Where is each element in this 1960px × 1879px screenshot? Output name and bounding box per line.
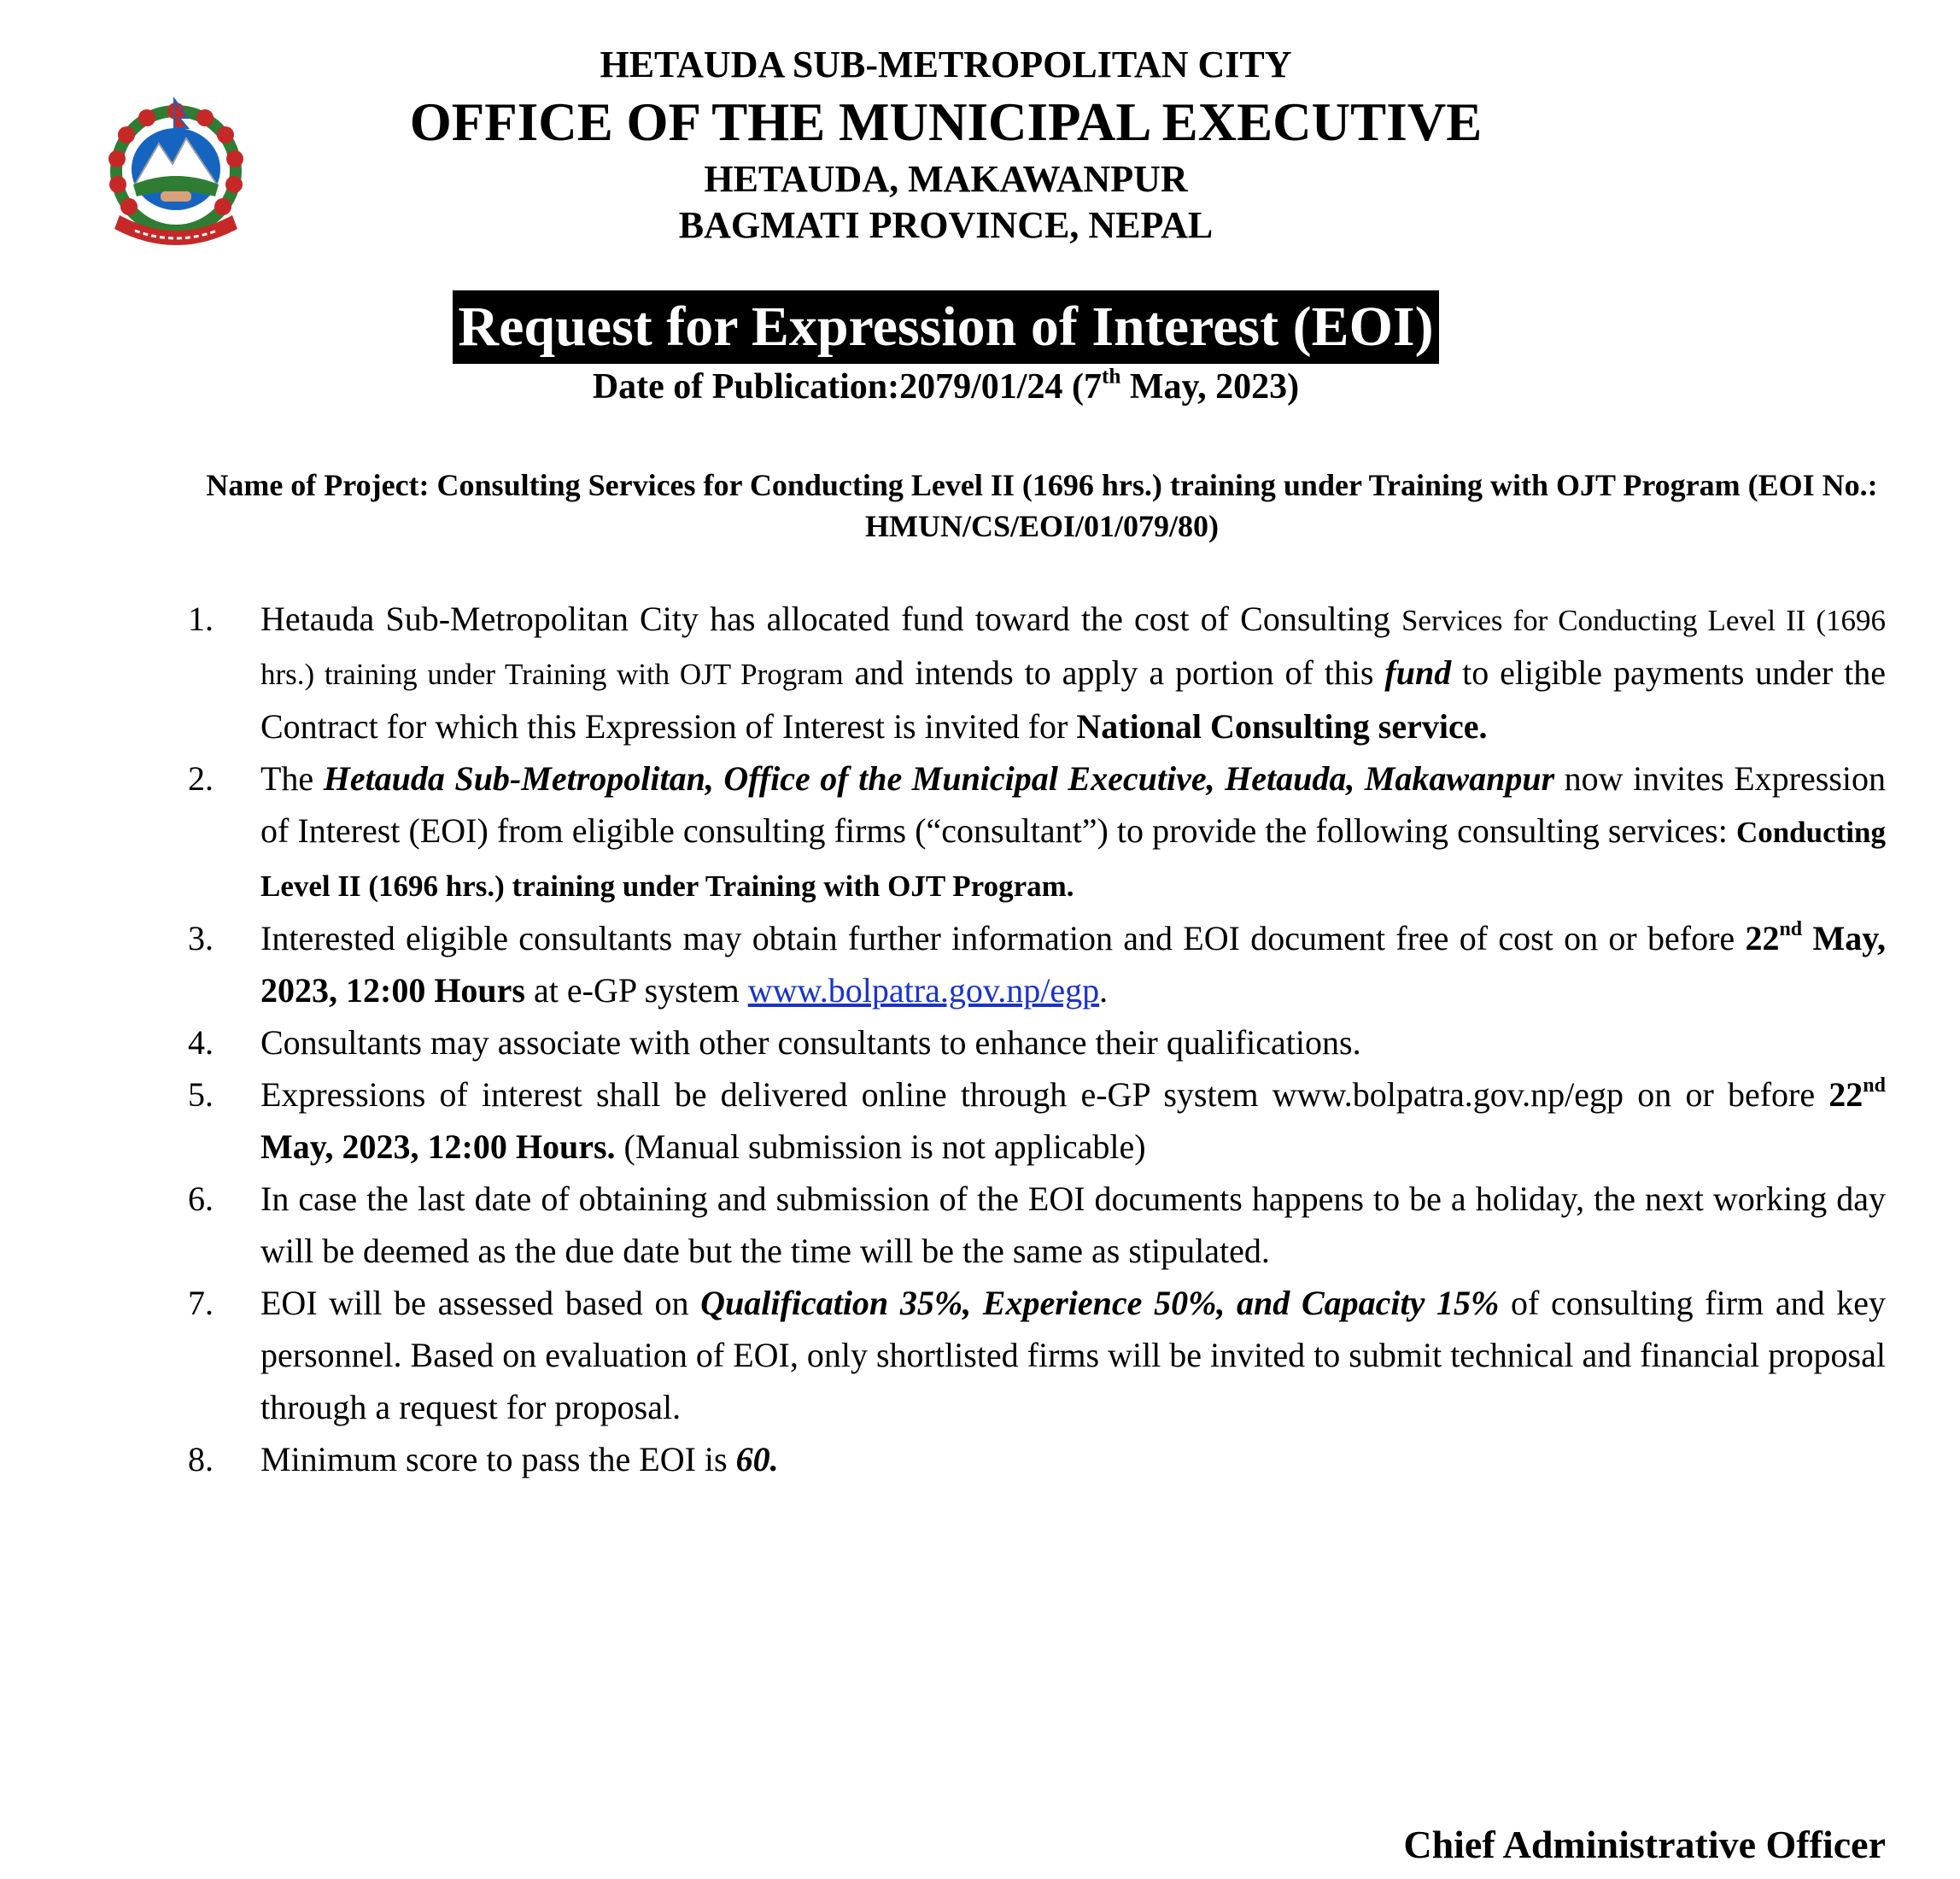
project-name: Name of Project: Consulting Services for Conducting Level II (1696 hrs.) training under Training with OJT Program (EOI No.: HMUN/CS/EOI/01/079/80) [206, 468, 1878, 543]
list-item: 7. EOI will be assessed based on Qualification 35%, Experience 50%, and Capacity 15% of consulting firm and key personnel. Based on evaluation of EOI, only shortlisted firms will be invited to submit technical and financial proposal through a request for proposal. [188, 1277, 1886, 1433]
office-name: OFFICE OF THE MUNICIPAL EXECUTIVE [409, 92, 1483, 152]
bolpatra-link[interactable]: www.bolpatra.gov.np/egp [747, 971, 1100, 1010]
list-item: 3. Interested eligible consultants may obtain further information and EOI document free of cost on or before 22nd May, 2023, 12:00 Hours at e-GP system www.bolpatra.gov.np/egp. [188, 912, 1886, 1016]
list-item: 2. The Hetauda Sub-Metropolitan, Office of the Municipal Executive, Hetauda, Makawanpur now invites Expression of Interest (EOI) from eligible consulting firms (“consultant”) to provide the following consulting services: Conducting Level II (1696 hrs.) training under Training with OJT Program. [188, 752, 1886, 912]
item-number: 1. [188, 600, 214, 638]
list-item: 1. Hetauda Sub-Metropolitan City has allocated fund toward the cost of Consulting Services for Conducting Level II (1696 hrs.) training under Training with OJT Program and intends to apply a portion of this fund to eligible payments under the Contract for which this Expression of Interest is invited for National Consulting service. [188, 593, 1886, 752]
list-item: 4. Consultants may associate with other consultants to enhance their qualifications. [188, 1016, 1886, 1068]
item-number: 3. [188, 919, 214, 957]
item-number: 6. [188, 1179, 214, 1218]
list-item: 5. Expressions of interest shall be delivered online through e-GP system www.bolpatra.gov.np/egp on or before 22nd May, 2023, 12:00 Hours. (Manual submission is not applicable) [188, 1068, 1886, 1173]
city-name: HETAUDA SUB-METROPOLITAN CITY [600, 44, 1292, 85]
eoi-terms-list [188, 593, 1886, 1485]
notice-title: Request for Expression of Interest (EOI) [453, 290, 1438, 364]
signature-title: Chief Administrative Officer [1403, 1823, 1886, 1866]
item-number: 7. [188, 1284, 214, 1322]
item-number: 8. [188, 1440, 214, 1478]
list-item: 8. Minimum score to pass the EOI is 60. [188, 1433, 1886, 1485]
publication-date: Date of Publication:2079/01/24 (7th May, 2023) [592, 365, 1300, 407]
location-line-2: BAGMATI PROVINCE, NEPAL [678, 204, 1214, 246]
item-number: 2. [188, 759, 214, 798]
location-line-1: HETAUDA, MAKAWANPUR [704, 158, 1188, 200]
list-item: 6. In case the last date of obtaining and submission of the EOI documents happens to be a holiday, the next working day will be deemed as the due date but the time will be the same as stipulated. [188, 1173, 1886, 1277]
item-number: 4. [188, 1023, 214, 1062]
item-number: 5. [188, 1075, 214, 1114]
